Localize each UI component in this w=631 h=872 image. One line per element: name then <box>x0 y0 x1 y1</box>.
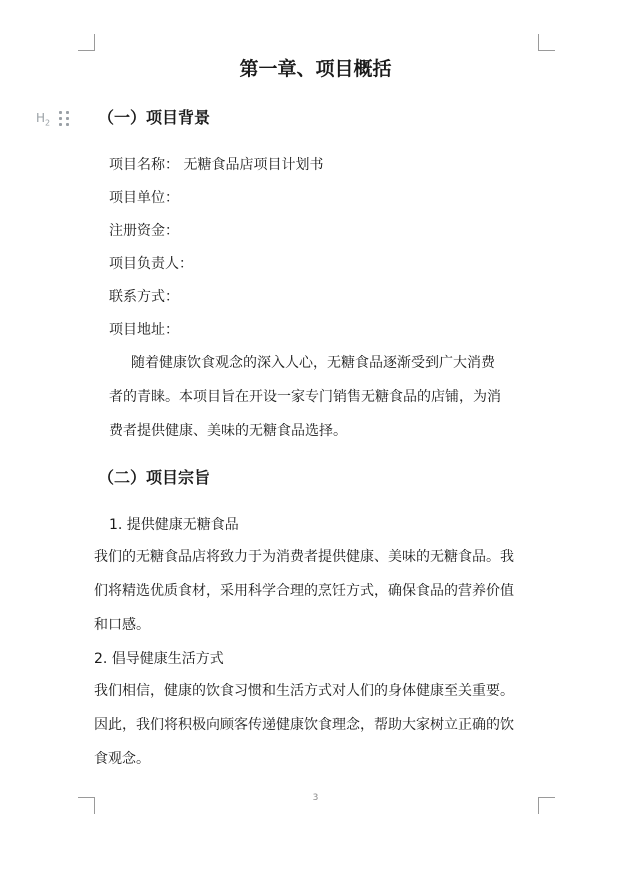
field-project-unit: 项目单位： <box>109 190 179 206</box>
page-number: 3 <box>312 793 319 803</box>
paragraph-line: 费者提供健康、美味的无糖食品选择。 <box>109 423 347 439</box>
corner-mark-top-left <box>78 34 95 51</box>
field-project-lead: 项目负责人： <box>109 256 193 272</box>
section-heading-purpose: （二）项目宗旨 <box>98 468 211 487</box>
field-registered-capital: 注册资金： <box>109 223 179 239</box>
paragraph-line: 们将精选优质食材，采用科学合理的烹饪方式，确保食品的营养价值 <box>94 583 514 599</box>
heading-level-badge[interactable]: $H_2$ <box>36 111 51 128</box>
paragraph-line: 我们相信，健康的饮食习惯和生活方式对人们的身体健康至关重要。 <box>94 683 514 699</box>
paragraph-line: 我们的无糖食品店将致力于为消费者提供健康、美味的无糖食品。我 <box>94 549 514 565</box>
list-item-title: 1. 提供健康无糖食品 <box>109 517 239 533</box>
field-address: 项目地址： <box>109 322 179 338</box>
paragraph-line: 食观念。 <box>94 751 150 767</box>
drag-handle-icon[interactable] <box>59 111 70 126</box>
paragraph-line: 和口感。 <box>94 617 150 633</box>
field-project-name: 项目名称： 无糖食品店项目计划书 <box>109 157 324 173</box>
paragraph-line: 随着健康饮食观念的深入人心，无糖食品逐渐受到广大消费 <box>131 355 495 371</box>
corner-mark-top-right <box>538 34 555 51</box>
field-contact: 联系方式： <box>109 289 179 305</box>
list-item-title: 2. 倡导健康生活方式 <box>94 651 224 667</box>
section-heading-background: （一）项目背景 <box>98 108 211 127</box>
paragraph-line: 因此，我们将积极向顾客传递健康饮食理念，帮助大家树立正确的饮 <box>94 717 514 733</box>
paragraph-line: 者的青睐。本项目旨在开设一家专门销售无糖食品的店铺，为消 <box>109 389 501 405</box>
chapter-title: 第一章、项目概括 <box>239 58 392 80</box>
